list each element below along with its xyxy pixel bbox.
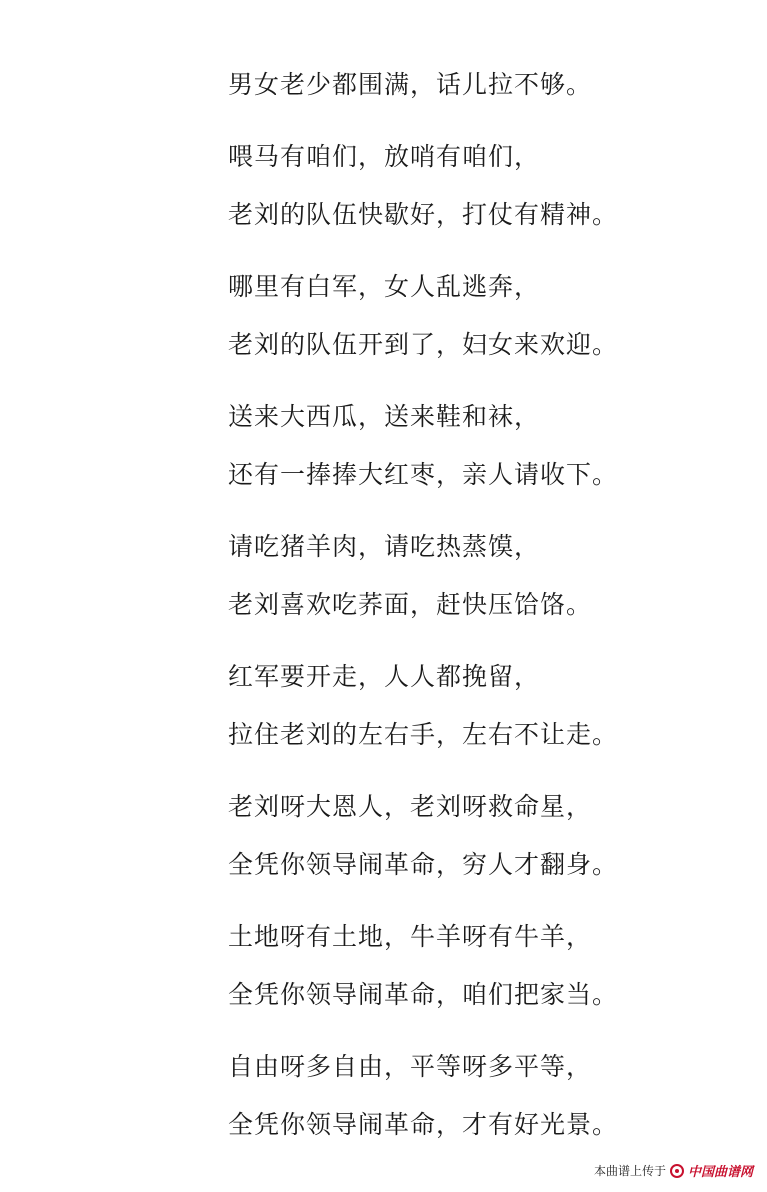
lyric-line: 送来大西瓜，送来鞋和袜， (228, 402, 541, 431)
lyric-line: 老刘的队伍开到了，妇女来欢迎。 (228, 330, 619, 359)
lyric-line: 老刘呀大恩人，老刘呀救命星， (228, 792, 593, 821)
site-name[interactable]: 中国曲谱网 (687, 1165, 753, 1180)
lyric-line: 喂马有咱们，放哨有咱们， (228, 142, 541, 171)
stanza (228, 1038, 648, 1154)
stanza (228, 258, 648, 374)
lyric-line: 哪里有白军，女人乱逃奔， (228, 272, 541, 301)
stanza (228, 518, 648, 634)
lyric-line: 请吃猪羊肉，请吃热蒸馍， (228, 532, 541, 561)
lyric-line: 全凭你领导闹革命，才有好光景。 (228, 1110, 619, 1139)
qupu-logo-icon (670, 1164, 684, 1178)
stanza (228, 908, 648, 1024)
stanza (228, 128, 648, 244)
lyric-line: 还有一捧捧大红枣，亲人请收下。 (228, 460, 619, 489)
lyric-line: 红军要开走，人人都挽留， (228, 662, 541, 691)
lyric-line: 全凭你领导闹革命，穷人才翻身。 (228, 850, 619, 879)
lyric-line: 自由呀多自由，平等呀多平等， (228, 1052, 593, 1081)
lyric-line: 土地呀有土地，牛羊呀有牛羊， (228, 922, 593, 951)
lyric-line: 男女老少都围满，话儿拉不够。 (228, 70, 593, 99)
lyrics-body (228, 56, 648, 1154)
lyric-line: 老刘喜欢吃荞面，赶快压饸饹。 (228, 590, 593, 619)
stanza (228, 778, 648, 894)
stanza (228, 648, 648, 764)
stanza (228, 56, 648, 114)
watermark-footer (594, 1161, 753, 1180)
lyric-line: 老刘的队伍快歇好，打仗有精神。 (228, 200, 619, 229)
footer-prefix: 本曲谱上传于 (593, 1164, 666, 1178)
stanza (228, 388, 648, 504)
lyric-line: 全凭你领导闹革命，咱们把家当。 (228, 980, 619, 1009)
lyric-line: 拉住老刘的左右手，左右不让走。 (228, 720, 619, 749)
